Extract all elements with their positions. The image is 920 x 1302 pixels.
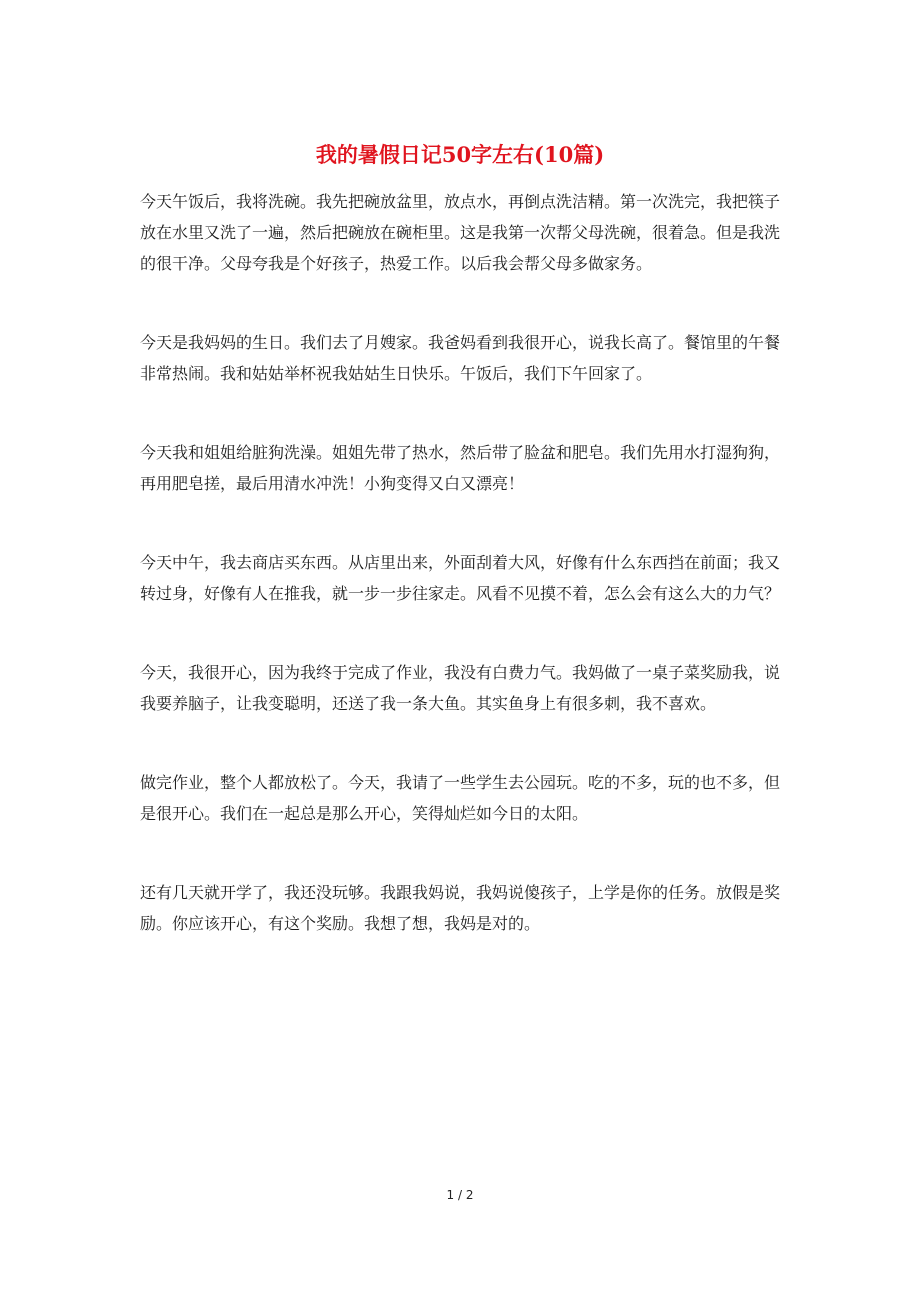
paragraph-5: 今天，我很开心，因为我终于完成了作业，我没有白费力气。我妈做了一桌子菜奖励我，说我要养脑子，让我变聪明，还送了我一条大鱼。其实鱼身上有很多刺，我不喜欢。 <box>140 663 781 713</box>
document-title: 我的暑假日记50字左右(10篇) <box>315 142 605 167</box>
document-body <box>140 186 780 987</box>
paragraph-1: 今天午饭后，我将洗碗。我先把碗放盆里，放点水，再倒点洗洁精。第一次洗完，我把筷子放在水里又洗了一遍，然后把碗放在碗柜里。这是我第一次帮父母洗碗，很着急。但是我洗的很干净。父母夸我是个好孩子，热爱工作。以后我会帮父母多做家务。 <box>140 192 781 273</box>
paragraph-7: 还有几天就开学了，我还没玩够。我跟我妈说，我妈说傻孩子，上学是你的任务。放假是奖励。你应该开心，有这个奖励。我想了想，我妈是对的。 <box>140 883 781 933</box>
paragraph-2: 今天是我妈妈的生日。我们去了月嫂家。我爸妈看到我很开心，说我长高了。餐馆里的午餐非常热闹。我和姑姑举杯祝我姑姑生日快乐。午饭后，我们下午回家了。 <box>140 333 781 383</box>
paragraph-3: 今天我和姐姐给脏狗洗澡。姐姐先带了热水，然后带了脸盆和肥皂。我们先用水打湿狗狗，再用肥皂搓，最后用清水冲洗！小狗变得又白又漂亮！ <box>140 443 781 493</box>
paragraph-6: 做完作业，整个人都放松了。今天，我请了一些学生去公园玩。吃的不多，玩的也不多，但是很开心。我们在一起总是那么开心，笑得灿烂如今日的太阳。 <box>140 773 781 823</box>
page-number: 1 / 2 <box>446 1188 474 1202</box>
paragraph-4: 今天中午，我去商店买东西。从店里出来，外面刮着大风，好像有什么东西挡在前面；我又转过身，好像有人在推我，就一步一步往家走。风看不见摸不着，怎么会有这么大的力气？ <box>140 553 781 603</box>
